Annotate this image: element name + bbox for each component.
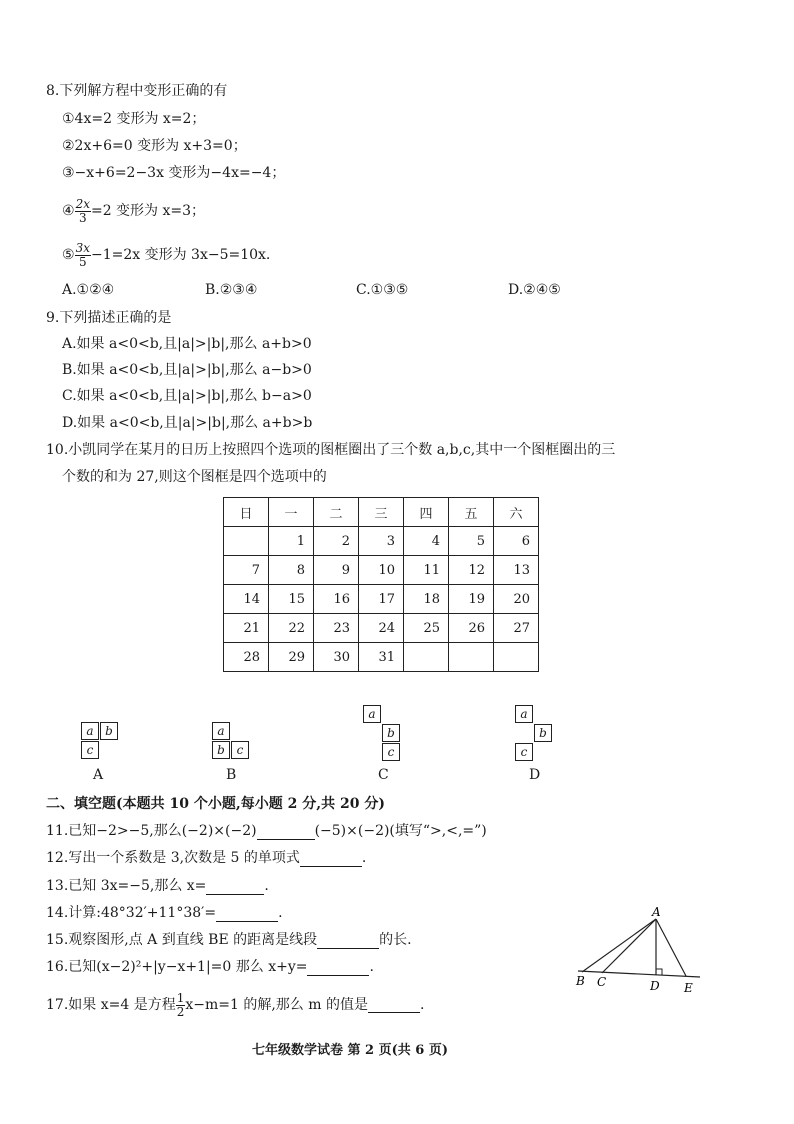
calendar-cell: 5 — [449, 527, 494, 556]
q9-option-c: C.如果 a<0<b,且|a|>|b|,那么 b−a>0 — [62, 388, 312, 404]
q17-after: . — [419, 997, 425, 1013]
q8-item-3: ③−x+6=2−3x 变形为−4x=−4； — [62, 165, 286, 181]
calendar-cell: 4 — [404, 527, 449, 556]
q14-after: . — [278, 905, 283, 921]
calendar-cell: 17 — [359, 585, 404, 614]
q16-before: 16.已知(x−2)²+|y−x+1|=0 那么 x+y= — [46, 959, 308, 975]
calendar-cell: 26 — [449, 614, 494, 643]
calendar-cell: 10 — [359, 556, 404, 585]
q10-line-1: 10.小凯同学在某月的日历上按照四个选项的图框圈出了三个数 a,b,c,其中一个图框圈出的三 — [46, 442, 616, 458]
shape-b-cell-c: c — [231, 741, 249, 759]
q8-item-1: ①4x=2 变形为 x=2； — [62, 111, 206, 127]
calendar-cell: 9 — [314, 556, 359, 585]
q9-option-d: D.如果 a<0<b,且|a|>|b|,那么 a+b>b — [62, 415, 313, 431]
q8-item-2: ②2x+6=0 变形为 x+3=0； — [62, 138, 247, 154]
segment-ae — [656, 919, 686, 976]
q9-option-b: B.如果 a<0<b,且|a|>|b|,那么 a−b>0 — [62, 362, 312, 378]
shape-a-cell-a: a — [81, 722, 99, 740]
calendar-cell: 14 — [224, 585, 269, 614]
calendar-cell: 31 — [359, 643, 404, 672]
calendar-cell: 15 — [269, 585, 314, 614]
calendar-header: 四 — [404, 498, 449, 527]
calendar-cell: 3 — [359, 527, 404, 556]
label-c: C — [597, 975, 607, 989]
q17-mid: x−m=1 的解,那么 m 的值是 — [185, 997, 368, 1013]
q14-before: 14.计算:48°32′+11°38′= — [46, 905, 217, 921]
calendar-cell: 19 — [449, 585, 494, 614]
calendar-cell: 11 — [404, 556, 449, 585]
q9-title: 9.下列描述正确的是 — [46, 310, 172, 326]
shape-a-label: A — [93, 767, 104, 783]
q13 — [46, 877, 269, 895]
calendar-cell: 22 — [269, 614, 314, 643]
calendar-header: 三 — [359, 498, 404, 527]
q9-option-a: A.如果 a<0<b,且|a|>|b|,那么 a+b>0 — [62, 336, 312, 352]
shape-d-cell-c: c — [515, 743, 533, 761]
shape-b-label: B — [226, 767, 237, 783]
q12-answer-blank[interactable] — [300, 852, 362, 867]
q8-item-4 — [62, 196, 205, 226]
q17-fraction: $\frac{1}{2}$ — [176, 990, 185, 1019]
shape-c-cell-a: a — [363, 705, 381, 723]
calendar-cell: 30 — [314, 643, 359, 672]
calendar-row — [224, 527, 539, 556]
calendar-cell: 6 — [494, 527, 539, 556]
q14 — [46, 904, 283, 922]
triangle-figure — [570, 905, 710, 1000]
shape-c-cell-c: c — [382, 743, 400, 761]
calendar-row — [224, 556, 539, 585]
q15-answer-blank[interactable] — [317, 934, 379, 949]
shape-a-cell-c: c — [81, 741, 99, 759]
shape-d-cell-a: a — [515, 705, 533, 723]
q11-before: 11.已知−2>−5,那么(−2)×(−2) — [46, 823, 257, 839]
shape-d-cell-b: b — [534, 724, 552, 742]
q8-item-5-fraction: $\frac{3x}{5}$ — [75, 240, 90, 269]
q17-before: 17.如果 x=4 是方程 — [46, 997, 176, 1013]
calendar-cell: 23 — [314, 614, 359, 643]
calendar-cell: 2 — [314, 527, 359, 556]
shape-c-cell-b: b — [382, 724, 400, 742]
q16 — [46, 958, 374, 976]
q13-before: 13.已知 3x=−5,那么 x= — [46, 878, 207, 894]
calendar-cell: 1 — [269, 527, 314, 556]
calendar-cell: 24 — [359, 614, 404, 643]
calendar-cell: 28 — [224, 643, 269, 672]
q16-answer-blank[interactable] — [307, 961, 369, 976]
segment-ac — [602, 919, 656, 973]
q8-option-a: A.①②④ — [62, 282, 115, 298]
calendar-cell: 21 — [224, 614, 269, 643]
q11-answer-blank[interactable] — [257, 825, 315, 840]
shape-d-label: D — [529, 767, 541, 783]
q12-after: . — [361, 850, 367, 866]
q8-item-5 — [62, 240, 270, 270]
calendar-cell: 13 — [494, 556, 539, 585]
right-angle-mark — [656, 969, 662, 975]
q17-answer-blank[interactable] — [368, 998, 420, 1013]
shape-a-cell-b: b — [100, 722, 118, 740]
q17 — [46, 990, 424, 1020]
q8-item-4-suffix: =2 变形为 x=3； — [90, 203, 206, 219]
calendar-cell: 20 — [494, 585, 539, 614]
calendar-header-row — [224, 498, 539, 527]
calendar-row — [224, 643, 539, 672]
calendar-header: 日 — [224, 498, 269, 527]
q11-after: (−5)×(−2)(填写“>,<,=”) — [314, 823, 487, 839]
calendar-cell — [449, 643, 494, 672]
q16-after: . — [369, 959, 374, 975]
calendar-header: 二 — [314, 498, 359, 527]
q15-after: 的长. — [379, 932, 412, 948]
q11 — [46, 822, 487, 840]
calendar-row — [224, 614, 539, 643]
q13-after: . — [264, 878, 269, 894]
label-b: B — [576, 974, 585, 988]
label-d: D — [650, 979, 660, 993]
q8-item-5-prefix: ⑤ — [62, 247, 75, 263]
q8-item-4-fraction: $\frac{2x}{3}$ — [75, 196, 90, 225]
shape-c-label: C — [378, 767, 389, 783]
q10-line-2: 个数的和为 27,则这个图框是四个选项中的 — [62, 469, 327, 485]
section-2-heading: 二、填空题(本题共 10 个小题,每小题 2 分,共 20 分) — [46, 796, 385, 812]
calendar-row — [224, 585, 539, 614]
segment-ab — [582, 919, 656, 972]
calendar-cell — [404, 643, 449, 672]
q15 — [46, 931, 412, 949]
calendar-cell: 18 — [404, 585, 449, 614]
calendar-header: 六 — [494, 498, 539, 527]
q14-answer-blank[interactable] — [216, 907, 278, 922]
q8-option-d: D.②④⑤ — [508, 282, 561, 298]
q8-item-4-prefix: ④ — [62, 203, 75, 219]
calendar-table — [223, 497, 539, 672]
q12-before: 12.写出一个系数是 3,次数是 5 的单项式 — [46, 850, 300, 866]
calendar-cell: 29 — [269, 643, 314, 672]
calendar-cell: 8 — [269, 556, 314, 585]
calendar-cell — [224, 527, 269, 556]
page-footer: 七年级数学试卷 第 2 页(共 6 页) — [252, 1043, 449, 1058]
calendar-header: 一 — [269, 498, 314, 527]
q8-option-c: C.①③⑤ — [356, 282, 409, 298]
calendar-cell — [494, 643, 539, 672]
q15-before: 15.观察图形,点 A 到直线 BE 的距离是线段 — [46, 932, 318, 948]
label-e: E — [684, 981, 693, 995]
q8-item-5-suffix: −1=2x 变形为 3x−5=10x. — [90, 247, 271, 263]
q12 — [46, 849, 366, 867]
calendar-cell: 27 — [494, 614, 539, 643]
label-a: A — [652, 905, 661, 919]
calendar-cell: 12 — [449, 556, 494, 585]
calendar-cell: 16 — [314, 585, 359, 614]
calendar-cell: 25 — [404, 614, 449, 643]
shape-b-cell-a: a — [212, 722, 230, 740]
shape-b-cell-b: b — [212, 741, 230, 759]
q8-option-b: B.②③④ — [205, 282, 258, 298]
calendar-cell: 7 — [224, 556, 269, 585]
calendar-header: 五 — [449, 498, 494, 527]
q13-answer-blank[interactable] — [206, 880, 264, 895]
q8-title: 8.下列解方程中变形正确的有 — [46, 83, 228, 99]
